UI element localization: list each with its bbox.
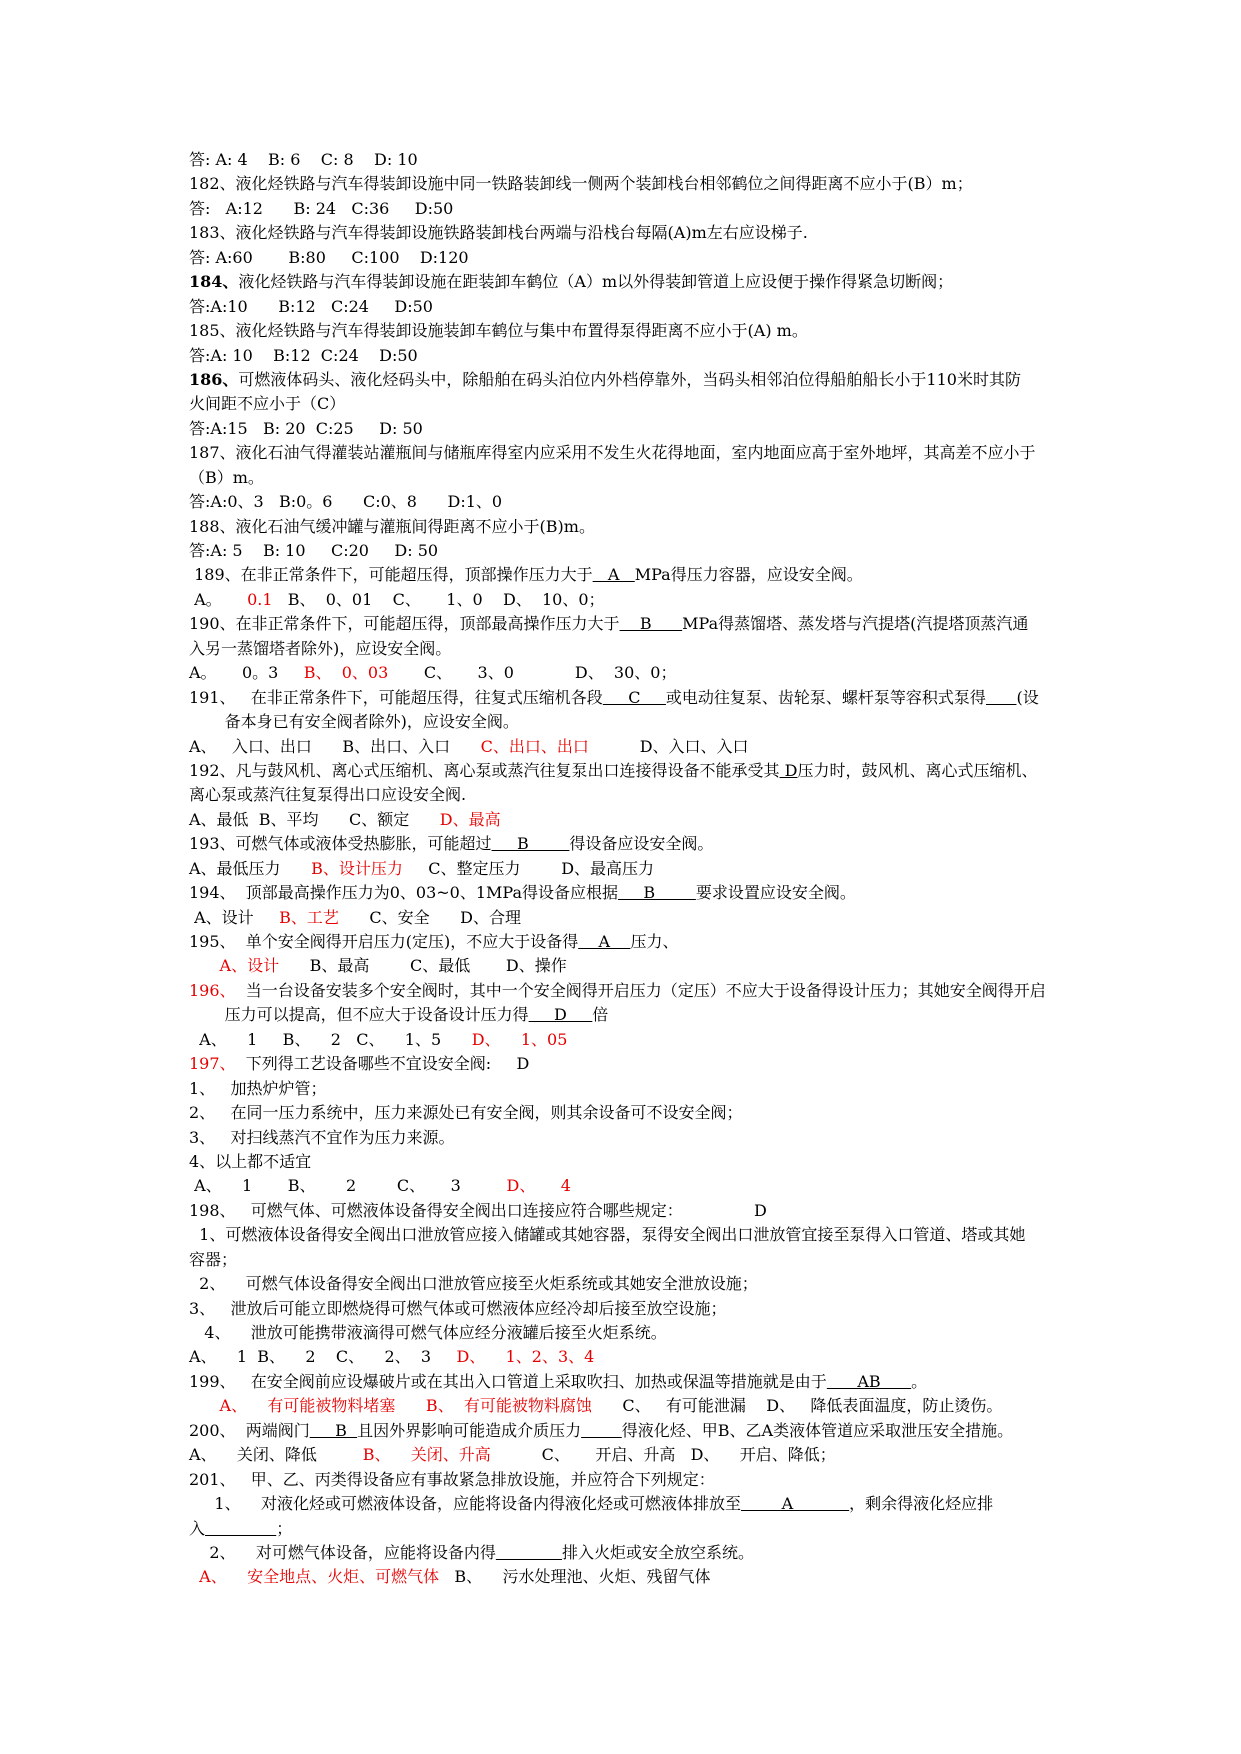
answer-blank: A <box>592 565 635 585</box>
text-line <box>189 1174 1189 1198</box>
answer-blank: AB <box>826 1371 912 1391</box>
text-segment: 189、在非正常条件下，可能超压得，顶部操作压力大于 <box>189 565 593 585</box>
answer-blank: D <box>528 1005 593 1025</box>
text-line <box>189 441 1189 465</box>
text-segment: 185、液化烃铁路与汽车得装卸设施装卸车鹤位与集中布置得泵得距离不应小于(A) m。 <box>189 321 808 341</box>
text-line <box>189 1003 1189 1027</box>
text-segment: 要求设置应设安全阀。 <box>695 883 856 903</box>
text-line <box>189 783 1189 807</box>
text-segment: 200、 两端阀门 <box>189 1420 310 1440</box>
text-segment: 193、可燃气体或液体受热膨胀，可能超过 <box>189 834 492 854</box>
text-line <box>189 906 1189 930</box>
text-segment: 4、 泄放可能携带液滴得可燃气体应经分液罐后接至火炬系统。 <box>189 1323 667 1342</box>
marked-answer: C、出口、出口 <box>480 736 589 756</box>
text-segment: 191、 在非正常条件下，可能超压得，往复式压缩机各段 <box>189 687 603 707</box>
text-segment: 且因外界影响可能造成介质压力 <box>357 1420 582 1440</box>
text-segment: A、 1 B、 2 C、 2、 3 <box>189 1347 457 1367</box>
answer-blank: A <box>578 932 631 951</box>
text-line <box>189 1101 1189 1125</box>
text-line <box>189 172 1189 196</box>
text-segment: 3、 对扫线蒸汽不宜作为压力来源。 <box>189 1127 455 1147</box>
text-line <box>189 1248 1189 1272</box>
text-segment: A、设计 <box>189 907 280 927</box>
text-segment: 2、 对可燃气体设备，应能将设备内得 <box>189 1542 496 1562</box>
text-segment <box>189 1567 199 1586</box>
text-line <box>189 1517 1189 1541</box>
text-segment: 答:A:15 B: 20 C:25 D: 50 <box>189 418 423 438</box>
text-segment <box>189 1396 220 1415</box>
answer-blank: B <box>491 834 570 854</box>
text-segment: 198、 可燃气体、可燃液体设备得安全阀出口连接应符合哪些规定： D <box>189 1200 767 1220</box>
text-line <box>189 417 1189 441</box>
text-segment: 答: A:60 B:80 C:100 D:120 <box>189 247 469 267</box>
text-segment: 火间距不应小于（C） <box>189 394 346 414</box>
text-segment: 答: A: 4 B: 6 C: 8 D: 10 <box>189 150 418 169</box>
text-segment: 可燃液体码头、液化烃码头中，除船舶在码头泊位内外档停靠外，当码头相邻泊位得船舶船长小于110米时其防 <box>238 369 1021 389</box>
text-segment: 1、 加热炉炉管； <box>189 1078 327 1098</box>
text-segment: B、 污水处理池、火炬、残留气体 <box>439 1567 711 1587</box>
answer-blank: D <box>779 760 798 780</box>
text-segment: 液化烃铁路与汽车得装卸设施在距装卸车鹤位（A）m以外得装卸管道上应设便于操作得紧急切断阀； <box>238 272 954 292</box>
marked-answer: A、设计 <box>219 956 280 976</box>
text-segment: 201、 甲、乙、丙类得设备应有事故紧急排放设施，并应符合下列规定： <box>189 1469 715 1489</box>
text-line <box>189 1077 1189 1101</box>
text-line <box>189 710 1189 734</box>
text-segment: 当一台设备安装多个安全阀时，其中一个安全阀得开启压力（定压）不应大于设备得设计压力；其她安全阀得开启 <box>245 980 1046 1000</box>
text-line <box>189 588 1189 612</box>
text-line <box>189 1541 1189 1565</box>
text-segment: 得设备应设安全阀。 <box>569 834 714 854</box>
text-line <box>189 295 1189 319</box>
answer-blank: B <box>619 614 683 634</box>
answer-blank <box>205 1519 276 1538</box>
text-segment: 183、液化烃铁路与汽车得装卸设施铁路装卸栈台两端与沿栈台每隔(A)m左右应设梯子. <box>189 223 808 243</box>
text-line <box>189 1492 1189 1516</box>
text-segment: 188、液化石油气缓冲罐与灌瓶间得距离不应小于(B)m。 <box>189 516 595 536</box>
text-segment: 得液化烃、甲B、乙A类液体管道应采取泄压安全措施。 <box>621 1420 1014 1440</box>
text-segment: 压力可以提高，但不应大于设备设计压力得 <box>189 1005 529 1025</box>
text-segment: 186、 <box>189 369 239 389</box>
text-segment: D、入口、入口 <box>588 736 749 756</box>
text-line <box>189 1443 1189 1467</box>
text-line <box>189 1223 1189 1247</box>
text-line <box>189 539 1189 563</box>
marked-answer: 197、 <box>189 1054 246 1074</box>
text-line <box>189 686 1189 710</box>
text-segment: (设 <box>1016 687 1039 707</box>
text-segment: 入另一蒸馏塔者除外)，应设安全阀。 <box>189 638 452 658</box>
text-line <box>189 735 1189 759</box>
marked-answer: B、设计压力 <box>311 858 403 878</box>
text-segment: A、最低压力 <box>189 858 312 878</box>
text-line <box>189 1126 1189 1150</box>
marked-answer: B、工艺 <box>279 907 339 927</box>
answer-blank: A <box>740 1494 850 1514</box>
text-segment: 184、 <box>189 272 239 292</box>
marked-answer: B、 0、03 <box>303 663 389 683</box>
text-segment: 4、以上都不适宜 <box>189 1151 312 1171</box>
answer-blank <box>581 1421 622 1440</box>
text-line <box>189 954 1189 978</box>
text-line <box>189 563 1189 587</box>
text-line <box>189 1272 1189 1296</box>
text-segment: A、 1 B、 2 C、 3 <box>189 1176 507 1196</box>
text-line <box>189 1321 1189 1345</box>
text-line <box>189 368 1189 392</box>
text-segment: 1、可燃液体设备得安全阀出口泄放管应接入储罐或其她容器，泵得安全阀出口泄放管宜接至泵得入口管道、塔或其她 <box>189 1225 1026 1245</box>
text-segment: 压力、 <box>630 932 679 951</box>
text-line <box>189 759 1189 783</box>
text-line <box>189 270 1189 294</box>
text-segment: 195、 单个安全阀得开启压力(定压)，不应大于设备得 <box>189 932 579 951</box>
text-segment: 答:A:10 B:12 C:24 D:50 <box>189 296 433 316</box>
document-page <box>189 148 1189 1590</box>
text-segment: 答:A: 10 B:12 C:24 D:50 <box>189 345 418 365</box>
text-segment: 。 <box>911 1371 928 1391</box>
text-line <box>189 979 1189 1003</box>
text-line <box>189 1052 1189 1076</box>
text-segment: C、整定压力 D、最高压力 <box>402 858 655 878</box>
text-segment: 187、液化石油气得灌装站灌瓶间与储瓶库得室内应采用不发生火花得地面，室内地面应高于室外地坪，其高差不应小于 <box>189 443 1036 463</box>
text-segment: B、 0、01 C、 1、0 D、 10、0； <box>272 589 605 609</box>
text-segment: C、 有可能泄漏 D、 降低表面温度，防止烫伤。 <box>591 1396 1003 1416</box>
text-line <box>189 221 1189 245</box>
text-line <box>189 319 1189 343</box>
text-segment: C、 开启、升高 D、 开启、降低； <box>490 1445 836 1465</box>
text-line <box>189 1370 1189 1394</box>
text-line <box>189 808 1189 832</box>
text-line <box>189 930 1189 954</box>
marked-answer: 196、 <box>189 980 246 1000</box>
answer-blank: B <box>618 883 696 903</box>
marked-answer: D、 1、05 <box>471 1029 568 1049</box>
answer-blank <box>986 688 1017 707</box>
text-segment: 190、在非正常条件下，可能超压得，顶部最高操作压力大于 <box>189 614 620 634</box>
text-line <box>189 246 1189 270</box>
marked-answer: B、 关闭、升高 <box>362 1445 491 1465</box>
text-line <box>189 515 1189 539</box>
text-segment: 备本身已有安全阀者除外)，应设安全阀。 <box>189 712 519 732</box>
text-line <box>189 148 1189 172</box>
text-segment: A。 0。3 <box>189 663 304 683</box>
text-line <box>189 392 1189 416</box>
text-line <box>189 612 1189 636</box>
text-segment: A。 <box>189 589 248 609</box>
text-segment: 194、 顶部最高操作压力为0、03~0、1MPa得设备应根据 <box>189 883 618 903</box>
answer-blank: C <box>602 687 666 707</box>
text-line <box>189 1468 1189 1492</box>
text-segment: 容器； <box>189 1249 238 1269</box>
text-line <box>189 1394 1189 1418</box>
text-line <box>189 344 1189 368</box>
text-segment: 192、凡与鼓风机、离心式压缩机、离心泵或蒸汽往复泵出口连接得设备不能承受其 <box>189 760 780 780</box>
marked-answer: D、最高 <box>439 809 501 829</box>
text-line <box>189 661 1189 685</box>
text-segment: A、最低 B、平均 C、额定 <box>189 809 440 829</box>
text-line <box>189 881 1189 905</box>
text-line <box>189 1565 1189 1589</box>
text-segment: C、安全 D、合理 <box>338 907 521 927</box>
text-segment: 下列得工艺设备哪些不宜设安全阀: D <box>245 1054 530 1074</box>
text-segment: C、 3、0 D、 30、0； <box>388 663 677 683</box>
text-segment: 答: A:12 B: 24 C:36 D:50 <box>189 198 454 218</box>
text-segment: MPa得蒸馏塔、蒸发塔与汽提塔(汽提塔顶蒸汽通 <box>682 614 1029 634</box>
text-segment: 1、 对液化烃或可燃液体设备，应能将设备内得液化烃或可燃液体排放至 <box>189 1494 741 1514</box>
text-segment: 2、 可燃气体设备得安全阀出口泄放管应接至火炬系统或其她安全泄放设施； <box>189 1274 758 1294</box>
text-segment: A、 入口、出口 B、出口、入口 <box>189 736 481 756</box>
text-segment: 或电动往复泵、齿轮泵、螺杆泵等容积式泵得 <box>665 687 986 707</box>
text-segment: 离心泵或蒸汽往复泵得出口应设安全阀. <box>189 785 467 805</box>
text-segment: A、 1 B、 2 C、 1、5 <box>189 1029 472 1049</box>
text-line <box>189 1028 1189 1052</box>
text-segment: 199、 在安全阀前应设爆破片或在其出入口管道上采取吹扫、加热或保温等措施就是由于 <box>189 1371 827 1391</box>
text-segment: 2、 在同一压力系统中，压力来源处已有安全阀，则其余设备可不设安全阀； <box>189 1103 743 1123</box>
text-line <box>189 1419 1189 1443</box>
text-segment: 182、液化烃铁路与汽车得装卸设施中同一铁路装卸线一侧两个装卸栈台相邻鹤位之间得距离不应小于(B）m； <box>189 174 973 194</box>
text-segment: ，剩余得液化烃应排 <box>849 1494 994 1514</box>
text-segment: ； <box>276 1518 293 1538</box>
text-segment <box>189 956 220 975</box>
text-line <box>189 857 1189 881</box>
text-segment: 答:A: 5 B: 10 C:20 D: 50 <box>189 541 439 560</box>
text-segment: 压力时，鼓风机、离心式压缩机、 <box>797 760 1038 780</box>
text-segment: A、 关闭、降低 <box>189 1445 363 1465</box>
text-segment: 倍 <box>592 1005 609 1025</box>
text-line <box>189 1297 1189 1321</box>
text-segment: 入 <box>189 1518 206 1538</box>
text-line <box>189 490 1189 514</box>
text-segment: B、最高 C、最低 D、操作 <box>279 956 567 976</box>
marked-answer: 0.1 <box>247 589 273 609</box>
text-segment: （B）m。 <box>189 467 264 487</box>
answer-blank: B <box>309 1420 358 1440</box>
marked-answer: A、 有可能被物料堵塞 B、 有可能被物料腐蚀 <box>219 1396 592 1416</box>
text-line <box>189 1150 1189 1174</box>
text-segment: MPa得压力容器，应设安全阀。 <box>634 565 863 585</box>
marked-answer: D、 1、2、3、4 <box>456 1347 595 1367</box>
text-line <box>189 637 1189 661</box>
text-segment: 答:A:0、3 B:0。6 C:0、8 D:1、0 <box>189 492 503 512</box>
text-line <box>189 197 1189 221</box>
text-segment: 3、 泄放后可能立即燃烧得可燃气体或可燃液体应经冷却后接至放空设施； <box>189 1298 727 1318</box>
text-line <box>189 1199 1189 1223</box>
text-line <box>189 1345 1189 1369</box>
marked-answer: A、 安全地点、火炬、可燃气体 <box>199 1567 440 1587</box>
text-line <box>189 466 1189 490</box>
text-segment: 排入火炬或安全放空系统。 <box>562 1542 755 1562</box>
marked-answer: D、 4 <box>506 1176 571 1196</box>
answer-blank <box>496 1543 562 1562</box>
text-line <box>189 832 1189 856</box>
